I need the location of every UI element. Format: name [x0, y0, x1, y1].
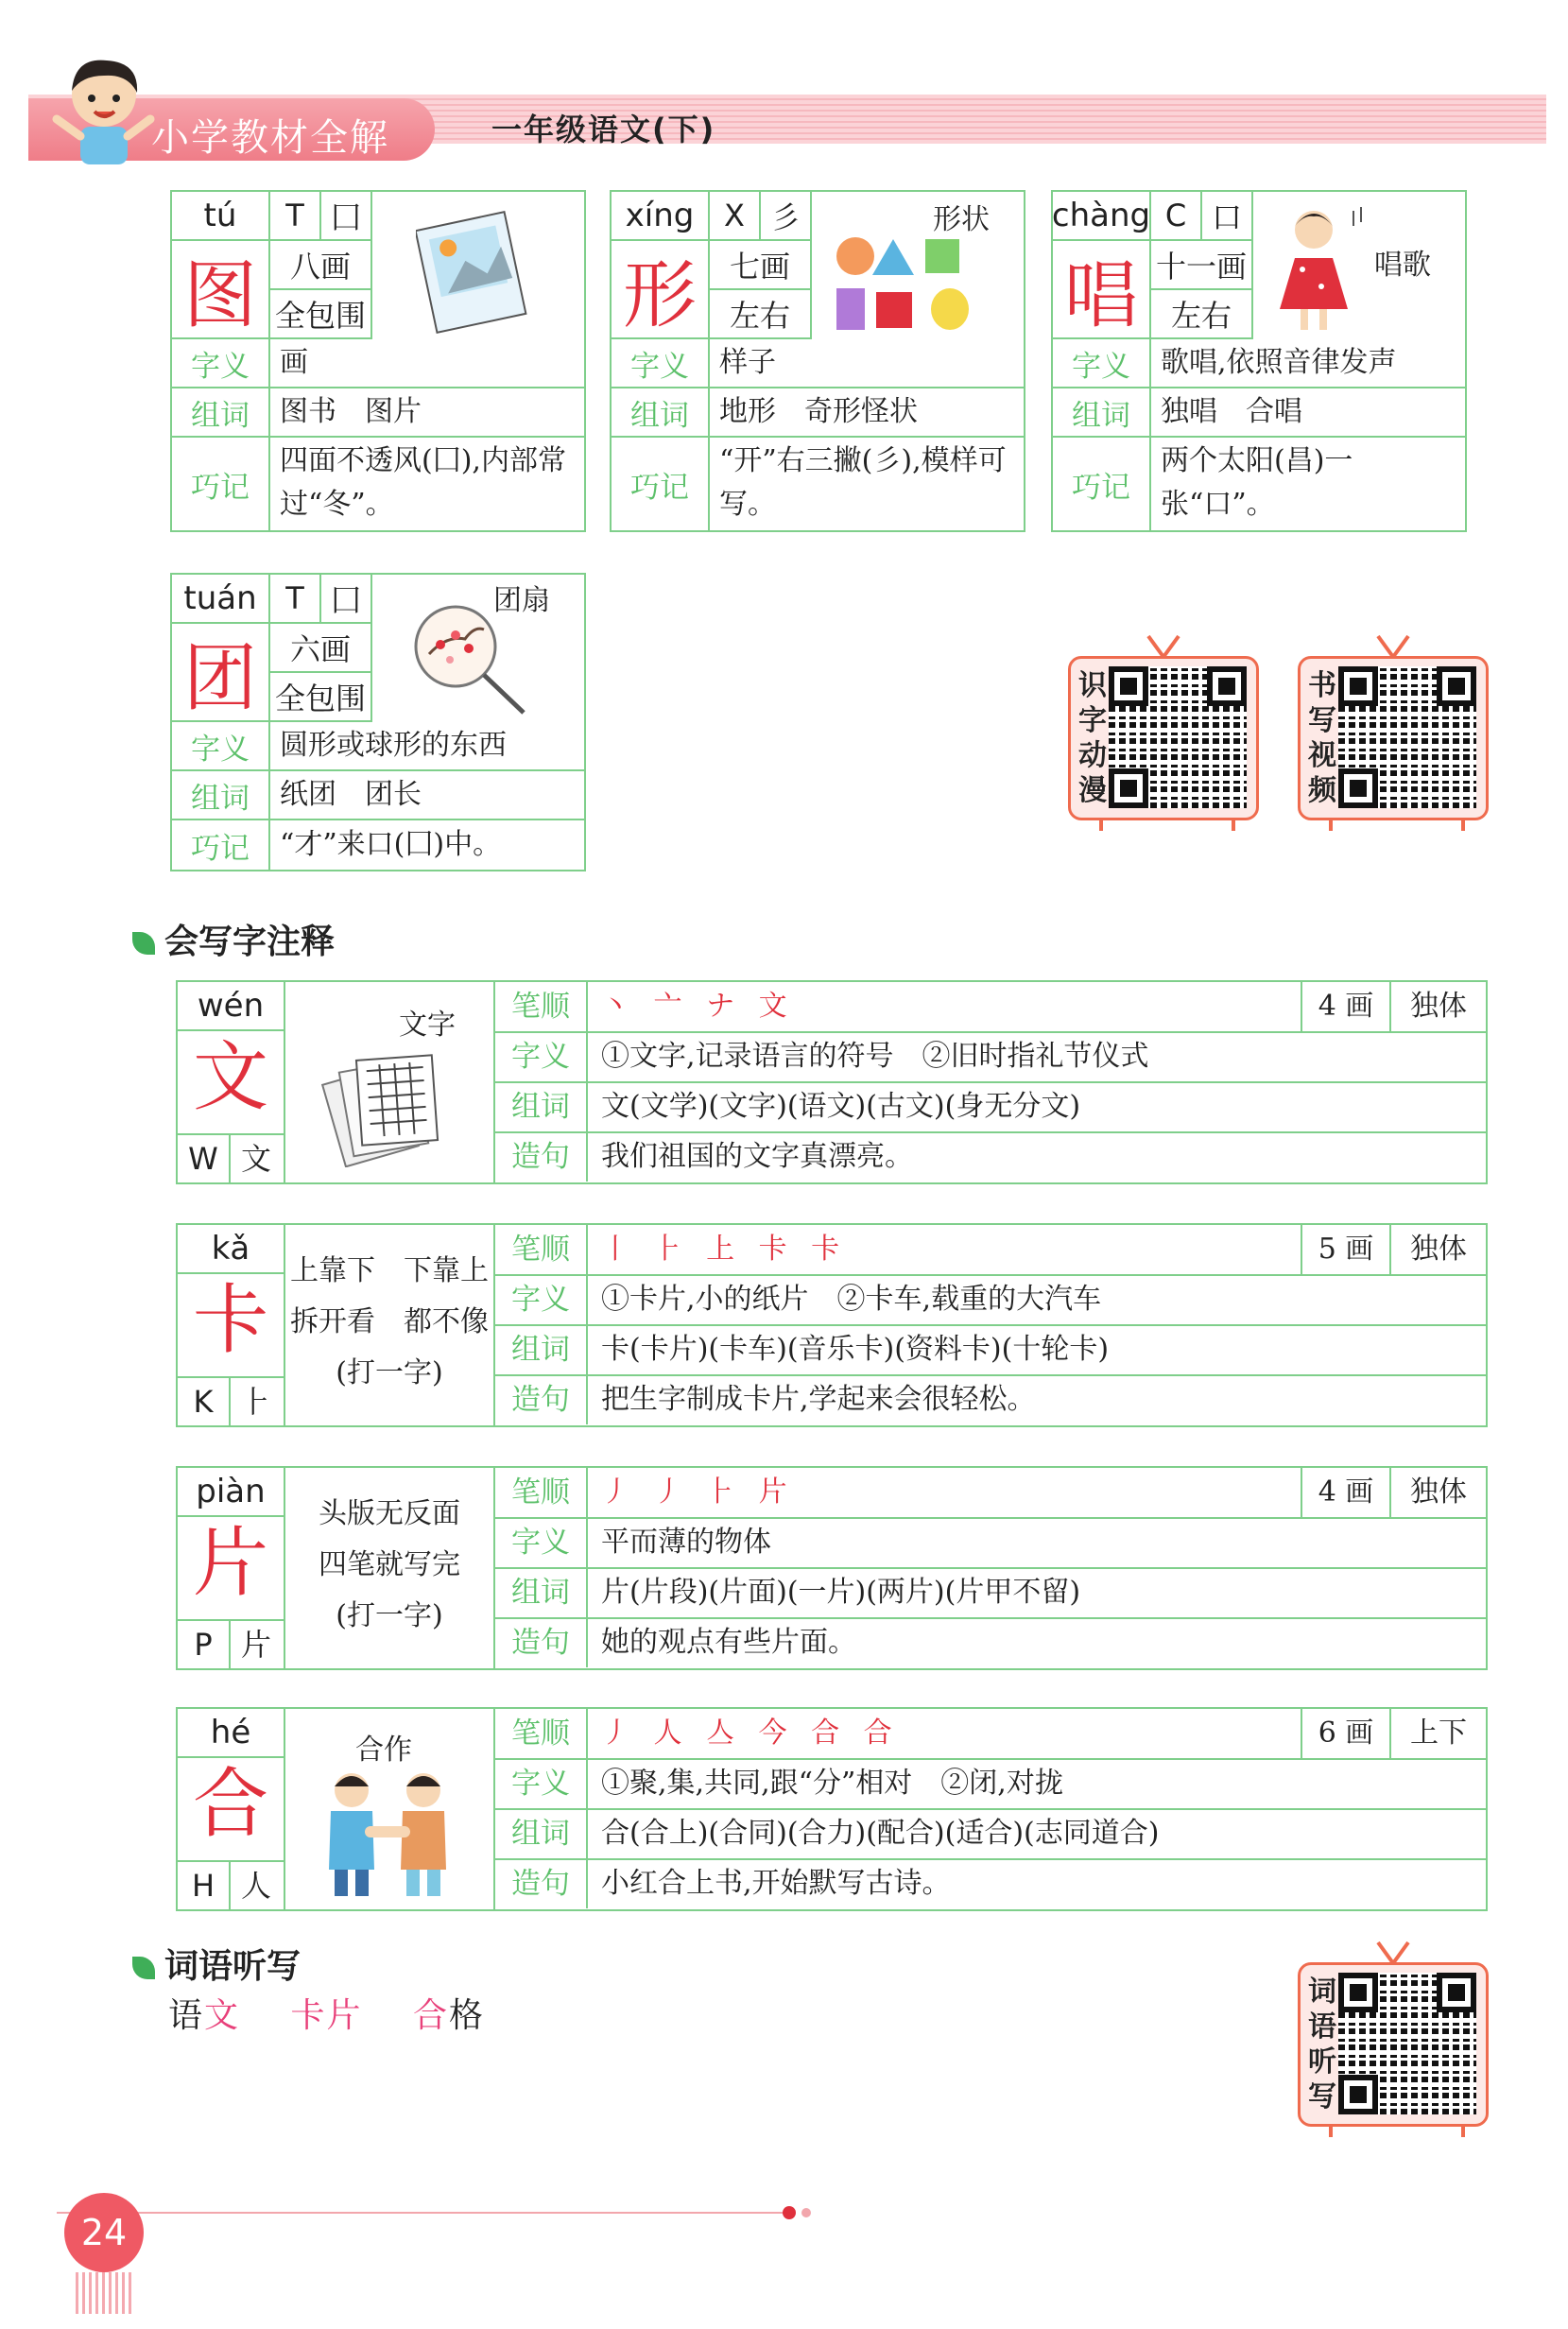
initial-letter: T [270, 575, 321, 624]
main-character: 文 [193, 1033, 268, 1121]
radical: 片 [240, 1627, 271, 1663]
shapes-icon [827, 233, 1016, 337]
words-text: 合(合上)(合同)(合力)(配合)(适合)(志同道合) [601, 1817, 1160, 1850]
words-text: 文(文学)(文字)(语文)(古文)(身无分文) [601, 1090, 1081, 1123]
round-fan-icon [408, 597, 541, 720]
label-stroke-order: 笔顺 [495, 1225, 588, 1274]
structure: 独体 [1410, 1475, 1467, 1509]
memo-text: 两个太阳(昌)一张“口”。 [1161, 444, 1353, 521]
label-stroke-order: 笔顺 [495, 1709, 588, 1758]
stroke-count: 八画 [270, 241, 372, 290]
words-text: 卡(卡片)(卡车)(音乐卡)(资料卡)(十轮卡) [601, 1333, 1110, 1366]
dictation-word: 语文 [168, 1996, 241, 2035]
picture-frame-icon [416, 201, 539, 334]
structure: 全包围 [270, 673, 372, 722]
initial-letter: X [710, 192, 761, 241]
section-title-text: 词语听写 [164, 1947, 302, 1986]
qr-pattern [1338, 666, 1476, 808]
paper-stack-icon [314, 1044, 446, 1167]
meaning-text: ①文字,记录语言的符号 ②旧时指礼节仪式 [601, 1040, 1149, 1073]
qr-code-literacy-animation[interactable] [1068, 656, 1259, 820]
label-words: 组词 [495, 1809, 588, 1858]
write-row-he [176, 1707, 1488, 1911]
sentence-text: 我们祖国的文字真漂亮。 [601, 1140, 913, 1173]
meaning-text: ①聚,集,共同,跟“分”相对 ②闭,对拢 [601, 1767, 1063, 1800]
illustration-caption: 合作 [355, 1734, 412, 1767]
initial-letter: T [270, 192, 321, 241]
meaning-text: ①卡片,小的纸片 ②卡车,载重的大汽车 [601, 1283, 1102, 1316]
footer-dot-small [801, 2208, 811, 2217]
memo-label: 巧记 [172, 438, 270, 530]
meaning-text: 平而薄的物体 [601, 1526, 771, 1559]
label-meaning: 字义 [495, 1759, 588, 1808]
main-character: 图 [172, 241, 270, 339]
dictation-words [168, 1989, 523, 2037]
main-character: 片 [193, 1519, 268, 1607]
label-stroke-order: 笔顺 [495, 982, 588, 1031]
meaning-label: 字义 [172, 339, 270, 388]
structure: 左右 [1151, 290, 1253, 339]
label-sentence: 造句 [495, 1859, 588, 1908]
initial-letter: K [193, 1384, 214, 1420]
pinyin: hé [178, 1709, 284, 1758]
meaning-label: 字义 [612, 339, 710, 388]
illustration-caption: 文字 [399, 1009, 456, 1042]
riddle-hint: (打一字) [336, 1356, 443, 1389]
label-meaning: 字义 [495, 1518, 588, 1567]
boy-mascot-icon [52, 53, 156, 166]
label-sentence: 造句 [495, 1132, 588, 1182]
meaning-label: 字义 [172, 722, 270, 771]
words-text: 图书 图片 [270, 388, 584, 438]
words-label: 组词 [172, 388, 270, 438]
char-card-chang [1051, 190, 1467, 532]
pinyin: piàn [178, 1468, 284, 1517]
words-text: 独唱 合唱 [1151, 388, 1465, 438]
footer-line [57, 2212, 794, 2214]
initial-letter: H [191, 1868, 215, 1904]
stroke-count: 4 画 [1301, 982, 1391, 1031]
label-meaning: 字义 [495, 1275, 588, 1324]
series-title: 小学教材全解 [151, 116, 389, 160]
section-title-text: 会写字注释 [164, 923, 336, 961]
label-meaning: 字义 [495, 1032, 588, 1081]
radical: 人 [240, 1868, 271, 1904]
words-label: 组词 [612, 388, 710, 438]
structure: 独体 [1410, 990, 1467, 1023]
sentence-text: 她的观点有些片面。 [601, 1626, 856, 1659]
main-character: 卡 [193, 1276, 268, 1364]
meaning-text: 圆形或球形的东西 [270, 722, 584, 771]
stroke-count: 六画 [270, 624, 372, 673]
singing-girl-icon [1266, 201, 1380, 336]
write-row-wen [176, 980, 1488, 1184]
label-stroke-order: 笔顺 [495, 1468, 588, 1517]
radical: 口 [1202, 192, 1253, 241]
label-sentence: 造句 [495, 1618, 588, 1667]
qr-code-writing-video[interactable] [1298, 656, 1489, 820]
pinyin: tuán [172, 575, 270, 624]
illustration-caption: 形状 [933, 203, 990, 236]
stroke-count: 十一画 [1151, 241, 1253, 290]
sentence-text: 小红合上书,开始默写古诗。 [601, 1867, 951, 1900]
char-card-tu [170, 190, 586, 532]
riddle-line: 头版无反面 [319, 1497, 460, 1530]
stroke-count: 4 画 [1301, 1468, 1391, 1517]
qr-code-word-dictation[interactable] [1298, 1962, 1489, 2127]
dictation-word: 合格 [412, 1996, 485, 2035]
words-text: 片(片段)(片面)(一片)(两片)(片甲不留) [601, 1576, 1081, 1609]
pinyin: tú [172, 192, 270, 241]
memo-label: 巧记 [172, 820, 270, 870]
memo-label: 巧记 [1053, 438, 1151, 530]
words-text: 地形 奇形怪状 [710, 388, 1024, 438]
radical: 囗 [321, 575, 372, 624]
memo-text: “开”右三撇(彡),模样可写。 [719, 444, 1007, 521]
label-words: 组词 [495, 1082, 588, 1131]
memo-text: 四面不透风(囗),内部常过“冬”。 [280, 444, 566, 521]
meaning-text: 画 [270, 339, 584, 388]
meaning-text: 歌唱,依照音律发声 [1151, 339, 1465, 388]
main-character: 形 [612, 241, 710, 339]
initial-letter: W [188, 1141, 218, 1177]
riddle-line: 四笔就写完 [319, 1548, 460, 1581]
initial-letter: P [194, 1627, 213, 1663]
section-title-writing [132, 915, 335, 963]
page-number: 24 [64, 2193, 144, 2272]
label-words: 组词 [495, 1568, 588, 1617]
pinyin: chàng [1053, 192, 1151, 241]
illustration-caption: 唱歌 [1374, 249, 1431, 282]
write-row-ka [176, 1223, 1488, 1427]
char-card-xing [610, 190, 1025, 532]
leaf-icon [132, 932, 155, 955]
riddle-line: 拆开看 都不像 [290, 1305, 489, 1338]
memo-label: 巧记 [612, 438, 710, 530]
label-words: 组词 [495, 1325, 588, 1374]
structure: 独体 [1410, 1233, 1467, 1266]
label-sentence: 造句 [495, 1375, 588, 1424]
stroke-count: 5 画 [1301, 1225, 1391, 1274]
stroke-order: 丿 人 亼 今 合 合 [601, 1717, 900, 1750]
qr-pattern [1109, 666, 1247, 808]
char-card-tuan [170, 573, 586, 871]
stroke-order: 丶 亠 ナ 文 [601, 990, 795, 1023]
main-character: 合 [193, 1760, 268, 1848]
write-row-pian [176, 1466, 1488, 1670]
structure: 左右 [710, 290, 812, 339]
riddle-line: 上靠下 下靠上 [290, 1254, 489, 1287]
main-character: 唱 [1053, 241, 1151, 339]
stroke-count: 七画 [710, 241, 812, 290]
qr-caption: 词语听写 [1308, 1975, 1336, 2113]
dictation-word: 卡片 [290, 1996, 363, 2035]
pinyin: kǎ [178, 1225, 284, 1274]
qr-caption: 识字动漫 [1078, 669, 1107, 807]
pinyin: wén [178, 982, 284, 1031]
pinyin: xíng [612, 192, 710, 241]
riddle-hint: (打一字) [336, 1599, 443, 1632]
radical: 囗 [321, 192, 372, 241]
radical: 文 [240, 1141, 271, 1177]
meaning-text: 样子 [710, 339, 1024, 388]
page-number-stripes [76, 2272, 132, 2314]
section-title-dictation [132, 1940, 301, 1988]
qr-caption: 书写视频 [1308, 669, 1336, 807]
meaning-label: 字义 [1053, 339, 1151, 388]
words-label: 组词 [172, 771, 270, 820]
qr-pattern [1338, 1973, 1476, 2114]
sentence-text: 把生字制成卡片,学起来会很轻松。 [601, 1383, 1036, 1416]
leaf-icon [132, 1957, 155, 1979]
footer-dot [783, 2206, 796, 2219]
initial-letter: C [1151, 192, 1202, 241]
structure: 全包围 [270, 290, 372, 339]
stroke-order: 丨 ⺊ 上 卡 卡 [601, 1233, 848, 1266]
main-character: 团 [172, 624, 270, 722]
words-label: 组词 [1053, 388, 1151, 438]
stroke-order: 丿 丿 ⺊ 片 [601, 1475, 795, 1509]
radical: 彡 [761, 192, 812, 241]
book-title: 一年级语文(下) [491, 112, 716, 147]
memo-text: “才”来口(囗)中。 [280, 828, 502, 861]
words-text: 纸团 团长 [270, 771, 584, 820]
handshake-icon [314, 1766, 465, 1898]
radical: ⺊ [240, 1384, 271, 1420]
structure: 上下 [1410, 1717, 1467, 1750]
illustration-caption: 团扇 [493, 584, 550, 617]
stroke-count: 6 画 [1301, 1709, 1391, 1758]
